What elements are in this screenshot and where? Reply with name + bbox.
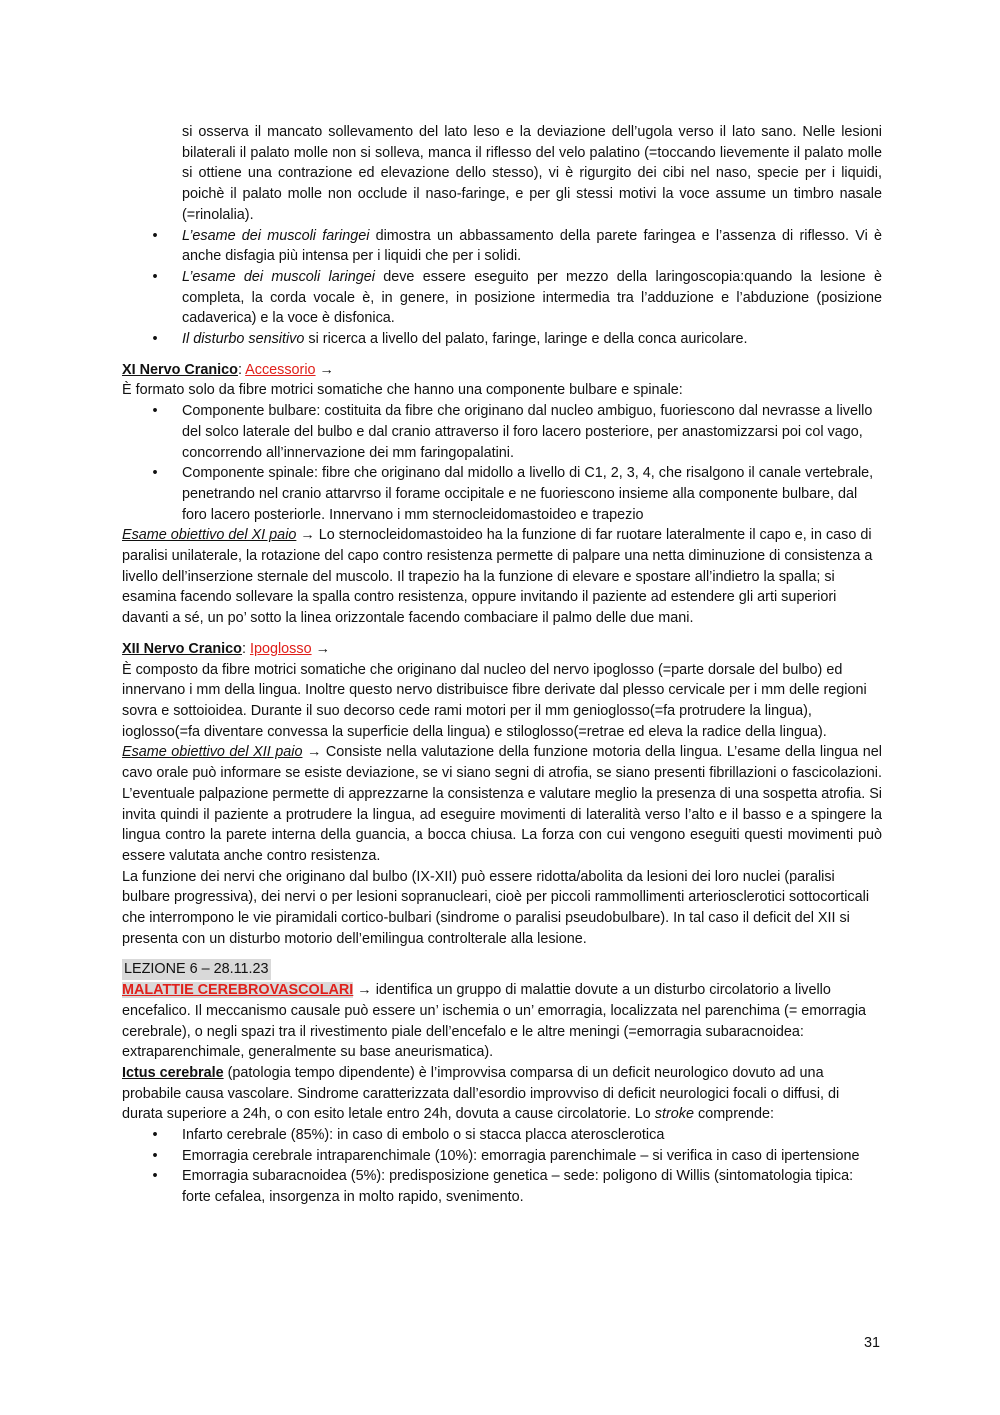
xii-exam-paragraph: Esame obiettivo del XII paio → Consiste nella valutazione della funzione motoria della lingua. L’esame della lingua nel cavo orale può informare se esiste deviazione, se vi siano segni di atrofia, se siano presenti fibrillazioni o fascicolazioni. L’eventuale palpazione permette di apprezzarne la consistenza e valutare meglio la presenza di una sospetta atrofia. Si invita quindi il paziente a protrudere la lingua, ad eseguire movimenti di lateralità verso l’alto e il basso e a spingere la lingua contro la parete interna della guancia, a bocca chiusa. La forza con cui vengono eseguiti questi movimenti può essere valutata anche contro resistenza. — [122, 744, 883, 864]
bullet-icon: • — [152, 268, 158, 285]
xi-component-list — [122, 401, 882, 525]
bullet-icon: • — [152, 465, 158, 482]
list-item — [122, 329, 882, 350]
list-item — [122, 463, 882, 525]
cerebrovascular-heading: MALATTIE CEREBROVASCOLARI — [122, 982, 354, 999]
xi-title: XI Nervo Cranico — [122, 361, 238, 378]
page-number: 31 — [863, 1335, 880, 1351]
item-text: Infarto cerebrale (85%): in caso di embolo o si stacca placca aterosclerotica — [182, 1127, 665, 1144]
item-text: Emorragia cerebrale intraparenchimale (10%): emorragia parenchimale – si verifica in caso di ipertensione — [182, 1147, 860, 1164]
item-text: Componente bulbare: costituita da fibre che originano dal nucleo ambiguo, fuoriescono dal nevrasse a livello del solco laterale del bulbo e dal cranio attraverso il foro lacero posteriore, per anastomizzarsi poi col vago, concorrendo all’innervazione dei mm faringopalatini. — [182, 403, 873, 461]
ix-exam-list — [122, 226, 882, 350]
item-text: Componente spinale: fibre che originano dal midollo a livello di C1, 2, 3, 4, che risalgono il canale vertebrale, penetrando nel cranio attarvrso il forame occipitale e ne fuoriescono insieme alla componente bulbare, dal foro lacero posteriorle. Innervano i mm sternocleidomastoideo e trapezio — [182, 465, 874, 523]
list-item — [122, 1125, 882, 1146]
item-text: si ricerca a livello del palato, faringe, laringe e della conca auricolare. — [304, 331, 748, 348]
item-text: Emorragia subaracnoidea (5%): predisposizione genetica – sede: poligono di Willis (sintomatologia tipica: forte cefalea, insorgenza in molto rapido, svenimento. — [182, 1168, 854, 1206]
list-item — [122, 226, 882, 267]
item-italic: Il disturbo sensitivo — [182, 331, 305, 348]
ictus-label: Ictus cerebrale — [122, 1064, 224, 1081]
xi-exam-label: Esame obiettivo del XI paio — [122, 527, 297, 544]
xii-exam-label: Esame obiettivo del XII paio — [122, 744, 303, 761]
xi-name-link[interactable]: Accessorio — [245, 361, 316, 378]
item-text: deve essere eseguito per mezzo della laringoscopia:quando la lesione è completa, la corda vocale è, in genere, in posizione intermedia tra l’adduzione e l’abduzione (posizione cadaverica) e la voce è disfonica. — [182, 268, 882, 327]
bullet-icon: • — [152, 1127, 158, 1144]
continuation-paragraph: si osserva il mancato sollevamento del lato leso e la deviazione dell’ugola verso il lato sano. Nelle lesioni bilaterali il palato molle non si solleva, manca il riflesso del velo palatino (=toccando lievemente il palato molle si ottiene una contrazione ed elevazione dello stesso), vi è rigurgito dei cibi nel naso, specie per i liquidi, poichè il palato molle non occlude il naso-faringe, e per gli stessi motivi la voce assume un timbro nasale (=rinolalia). — [182, 124, 882, 223]
bullet-icon: • — [152, 1168, 158, 1185]
list-item — [122, 1146, 882, 1167]
bullet-icon: • — [152, 403, 158, 420]
xi-intro: È formato solo da fibre motrici somatiche che hanno una componente bulbare e spinale: — [122, 382, 683, 399]
list-item — [122, 401, 882, 463]
item-text: dimostra un abbassamento della parete faringea e l’assenza di riflesso. Vi è anche disfagia più intensa per i liquidi che per i solidi. — [182, 227, 882, 265]
xii-name-link[interactable]: Ipoglosso — [249, 640, 312, 657]
list-item — [122, 267, 882, 329]
lesson-line — [122, 959, 882, 980]
item-italic: L’esame dei muscoli laringei — [182, 268, 375, 285]
lesson-label: LEZIONE 6 – 28.11.23 — [122, 959, 271, 980]
bullet-icon: • — [152, 331, 158, 348]
xii-intro: È composto da fibre motrici somatiche che originano dal nucleo del nervo ipoglosso (=parte dorsale del bulbo) ed innervano i mm della lingua. Inoltre questo nervo distribuisce fibre derivate dal plesso cervicale per i mm delle regioni sovra e sottoioidea. Durante il suo decorso cede rami motori per il mm genioglosso(=fa protrudere la lingua), ioglosso(=fa diventare convessa la superficie della lingua) e stiloglosso(=retrae ed eleva la radice della lingua). — [122, 661, 867, 740]
xi-heading: XI Nervo Cranico: Accessorio → — [122, 361, 334, 378]
xi-exam-paragraph: Esame obiettivo del XI paio → Lo sternocleidomastoideo ha la funzione di far ruotare lateralmente il capo e, in caso di paralisi unilaterale, la rotazione del capo contro resistenza permette di palpare una netta diminuzione di consistenza a livello dell’inserzione sternale del muscolo. Il trapezio ha la funzione di elevare e spostare all’indietro la spalla; si esamina facendo sollevare la spalla contro resistenza, oppure invitando il paziente ad estendere gli arti superiori davanti a sé, un po’ sotto la linea orizzontale facendo combaciare il palmo delle due mani. — [122, 527, 873, 627]
arrow-icon: → — [296, 527, 319, 544]
arrow-icon: → — [315, 361, 334, 378]
item-italic: L’esame dei muscoli faringei — [182, 227, 370, 244]
xii-title: XII Nervo Cranico — [122, 640, 242, 657]
list-item — [122, 1166, 882, 1207]
document-page — [122, 122, 882, 1208]
ictus-paragraph: Ictus cerebrale (patologia tempo dipendente) è l’improvvisa comparsa di un deficit neurologico dovuto ad una probabile causa vascolare. Sindrome caratterizzata dall’esordio improvviso di deficit neurologici focali o diffusi, di durata superiore a 24h, o con esito letale entro 24h, dovuta a cause circolatorie. Lo stroke comprende: — [122, 1064, 840, 1123]
arrow-icon: → — [302, 744, 326, 761]
arrow-icon: → — [311, 640, 330, 657]
xii-heading: XII Nervo Cranico: Ipoglosso → — [122, 640, 330, 657]
bulbar-paragraph: La funzione dei nervi che originano dal bulbo (IX-XII) può essere ridotta/abolita da lesioni dei loro nuclei (paralisi bulbare progressiva), dei nervi o per lesioni sopranucleari, cioè per piccoli rammollimenti arteriosclerotici sottocorticali che interrompono le vie piramidali cortico-bulbari (sindrome o paralisi pseudobulbare). In tal caso il deficit del XII si presenta con un disturbo motorio dell’emilingua controlterale alla lesione. — [122, 868, 870, 947]
cerebrovascular-paragraph: MALATTIE CEREBROVASCOLARI → identifica un gruppo di malattie dovute a un disturbo circolatorio a livello encefalico. Il meccanismo causale può essere un’ ischemia o un’ emorragia, localizzata nel parenchima (= emorragia cerebrale), o negli spazi tra il rivestimento piale dell’encefalo e le altre meningi (=emorragia subaracnoidea: extraparenchimale, generalmente su base aneurismatica). — [122, 982, 867, 1061]
bullet-icon: • — [152, 1147, 158, 1164]
bullet-icon: • — [152, 227, 158, 244]
stroke-types-list — [122, 1125, 882, 1208]
